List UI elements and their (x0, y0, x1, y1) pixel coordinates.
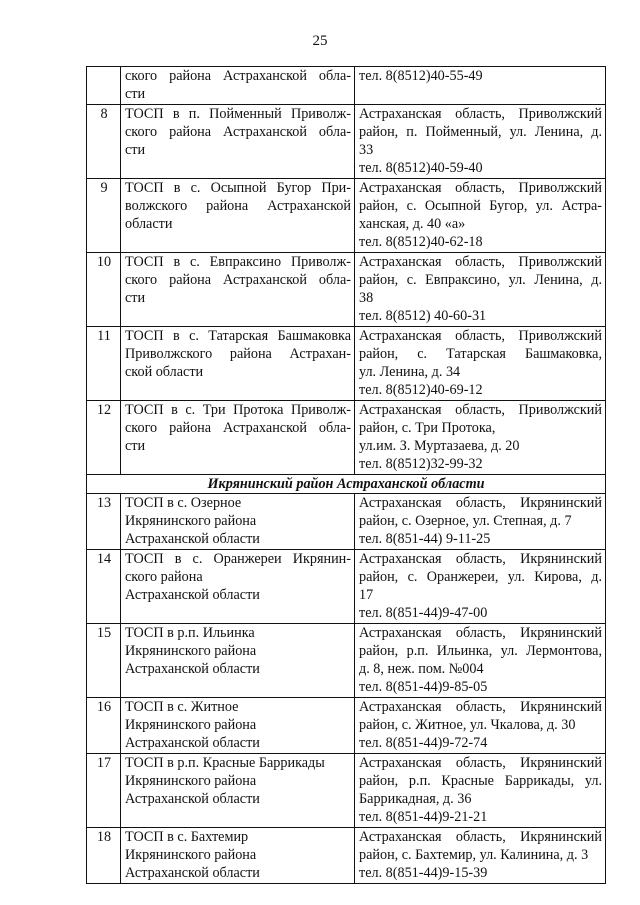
page-number: 25 (312, 33, 328, 49)
office-address-line: район, с. Осыпной Бугор, ул. Астра- (359, 198, 602, 214)
office-name-line: Икрянинского района (125, 643, 257, 659)
office-name-line: Астраханской области (125, 661, 260, 677)
office-address-line: тел. 8(8512) 40-60-31 (359, 308, 487, 324)
office-name-line: Икрянинского района (125, 847, 257, 863)
office-name-line: ского района Астраханской обла- (125, 272, 351, 288)
office-address-line: Астраханская область, Икрянинский (359, 625, 602, 641)
offices-table (86, 66, 606, 884)
table-row (87, 754, 606, 828)
table-row (87, 624, 606, 698)
office-address-line: тел. 8(851-44) 9-11-25 (359, 531, 491, 547)
row-number: 14 (87, 550, 121, 624)
office-address-line: Астраханская область, Приволжский (359, 402, 602, 418)
office-address-line: Астраханская область, Приволжский (359, 106, 602, 122)
office-name-cell (121, 624, 355, 698)
office-address-line: Астраханская область, Приволжский (359, 328, 602, 344)
office-name-line: Приволжского района Астрахан- (125, 346, 351, 362)
office-name-line: Астраханской области (125, 791, 260, 807)
office-name-line: ского района (125, 569, 203, 585)
office-name-line: Астраханской области (125, 735, 260, 751)
office-address-line: ул.им. З. Муртазаева, д. 20 (359, 438, 520, 454)
row-number (87, 67, 121, 105)
office-address-cell (355, 550, 606, 624)
office-name-line: Икрянинского района (125, 717, 257, 733)
office-address-line: Астраханская область, Приволжский (359, 180, 602, 196)
office-address-cell (355, 698, 606, 754)
office-name-line: ТОСП в р.п. Ильинка (125, 625, 255, 641)
office-name-line: ского района Астраханской обла- (125, 420, 351, 436)
office-address-line: район, с. Бахтемир, ул. Калинина, д. 3 (359, 847, 589, 863)
section-title: Икрянинский район Астраханской области (87, 475, 606, 494)
office-address-line: 38 (359, 290, 374, 306)
office-name-line: ТОСП в с. Оранжереи Икрянин- (125, 551, 351, 567)
office-address-cell (355, 828, 606, 884)
office-address-line: район, с. Евпраксино, ул. Ленина, д. (359, 272, 602, 288)
office-name-cell (121, 754, 355, 828)
row-number: 15 (87, 624, 121, 698)
office-address-cell (355, 754, 606, 828)
office-name-line: ТОСП в р.п. Красные Баррикады (125, 755, 325, 771)
office-name-line: Астраханской области (125, 865, 260, 881)
row-number: 9 (87, 179, 121, 253)
table-row (87, 550, 606, 624)
office-address-line: ханская, д. 40 «а» (359, 216, 466, 232)
office-name-line: Астраханской области (125, 587, 260, 603)
office-name-line: ТОСП в с. Осыпной Бугор При- (125, 180, 351, 196)
office-address-line: Астраханская область, Икрянинский (359, 495, 602, 511)
office-name-line: области (125, 216, 173, 232)
office-name-line: Астраханской области (125, 531, 260, 547)
table-row (87, 67, 606, 105)
office-name-line: сти (125, 86, 146, 102)
office-name-cell (121, 67, 355, 105)
office-name-line: ТОСП в с. Татарская Башмаковка (125, 328, 351, 344)
office-name-line: ского района Астраханской обла- (125, 124, 351, 140)
office-address-line: д. 8, неж. пом. №004 (359, 661, 484, 677)
office-address-line: Астраханская область, Икрянинский (359, 551, 602, 567)
office-address-line: тел. 8(8512)40-62-18 (359, 234, 483, 250)
office-address-line: район, с. Житное, ул. Чкалова, д. 30 (359, 717, 576, 733)
office-name-line: ского района Астраханской обла- (125, 68, 351, 84)
office-name-line: Икрянинского района (125, 773, 257, 789)
office-address-cell (355, 179, 606, 253)
office-name-cell (121, 828, 355, 884)
office-name-line: ТОСП в с. Житное (125, 699, 239, 715)
table-row (87, 401, 606, 475)
table-row (87, 253, 606, 327)
table-row (87, 698, 606, 754)
office-name-line: Икрянинского района (125, 513, 257, 529)
office-address-line: Астраханская область, Икрянинский (359, 699, 602, 715)
office-address-line: тел. 8(851-44)9-85-05 (359, 679, 488, 695)
office-address-cell (355, 401, 606, 475)
office-address-line: тел. 8(8512)32-99-32 (359, 456, 483, 472)
office-name-line: сти (125, 142, 146, 158)
office-address-line: тел. 8(851-44)9-72-74 (359, 735, 488, 751)
table-row (87, 494, 606, 550)
table-row (87, 105, 606, 179)
office-name-line: ской области (125, 364, 204, 380)
office-name-line: сти (125, 438, 146, 454)
office-name-cell (121, 105, 355, 179)
office-address-line: Баррикадная, д. 36 (359, 791, 472, 807)
office-address-cell (355, 105, 606, 179)
row-number: 17 (87, 754, 121, 828)
row-number: 18 (87, 828, 121, 884)
office-address-line: тел. 8(851-44)9-21-21 (359, 809, 488, 825)
office-name-cell (121, 253, 355, 327)
office-name-line: ТОСП в с. Евпраксино Приволж- (125, 254, 351, 270)
office-name-cell (121, 401, 355, 475)
office-address-cell (355, 67, 606, 105)
office-name-line: ТОСП в с. Озерное (125, 495, 242, 511)
office-address-line: 33 (359, 142, 374, 158)
office-address-line: район, р.п. Ильинка, ул. Лермонтова, (359, 643, 602, 659)
office-address-cell (355, 327, 606, 401)
table-row (87, 828, 606, 884)
table-row (87, 179, 606, 253)
office-address-line: тел. 8(8512)40-55-49 (359, 68, 483, 84)
office-address-line: тел. 8(851-44)9-15-39 (359, 865, 488, 881)
row-number: 16 (87, 698, 121, 754)
office-address-line: тел. 8(851-44)9-47-00 (359, 605, 488, 621)
row-number: 12 (87, 401, 121, 475)
office-address-line: тел. 8(8512)40-69-12 (359, 382, 483, 398)
row-number: 10 (87, 253, 121, 327)
office-address-line: Астраханская область, Приволжский (359, 254, 602, 270)
row-number: 8 (87, 105, 121, 179)
office-name-line: волжского района Астраханской (125, 198, 351, 214)
row-number: 11 (87, 327, 121, 401)
office-name-line: ТОСП в с. Три Протока Приволж- (125, 402, 351, 418)
office-address-line: район, с. Оранжереи, ул. Кирова, д. (359, 569, 602, 585)
table-row (87, 327, 606, 401)
office-address-line: район, с. Озерное, ул. Степная, д. 7 (359, 513, 572, 529)
office-address-line: 17 (359, 587, 374, 603)
office-name-cell (121, 179, 355, 253)
office-name-cell (121, 698, 355, 754)
office-name-line: сти (125, 290, 146, 306)
office-address-line: тел. 8(8512)40-59-40 (359, 160, 483, 176)
office-name-line: ТОСП в с. Бахтемир (125, 829, 249, 845)
office-name-cell (121, 494, 355, 550)
row-number: 13 (87, 494, 121, 550)
office-address-line: район, с. Три Протока, (359, 420, 496, 436)
office-name-line: ТОСП в п. Пойменный Приволж- (125, 106, 351, 122)
office-address-cell (355, 624, 606, 698)
office-address-line: Астраханская область, Икрянинский (359, 829, 602, 845)
office-address-cell (355, 494, 606, 550)
office-address-line: район, п. Пойменный, ул. Ленина, д. (359, 124, 602, 140)
office-name-cell (121, 327, 355, 401)
office-address-cell (355, 253, 606, 327)
office-address-line: район, р.п. Красные Баррикады, ул. (359, 773, 602, 789)
office-address-line: ул. Ленина, д. 34 (359, 364, 461, 380)
office-address-line: Астраханская область, Икрянинский (359, 755, 602, 771)
office-address-line: район, с. Татарская Башмаковка, (359, 346, 602, 362)
office-name-cell (121, 550, 355, 624)
section-header-row (87, 475, 606, 494)
